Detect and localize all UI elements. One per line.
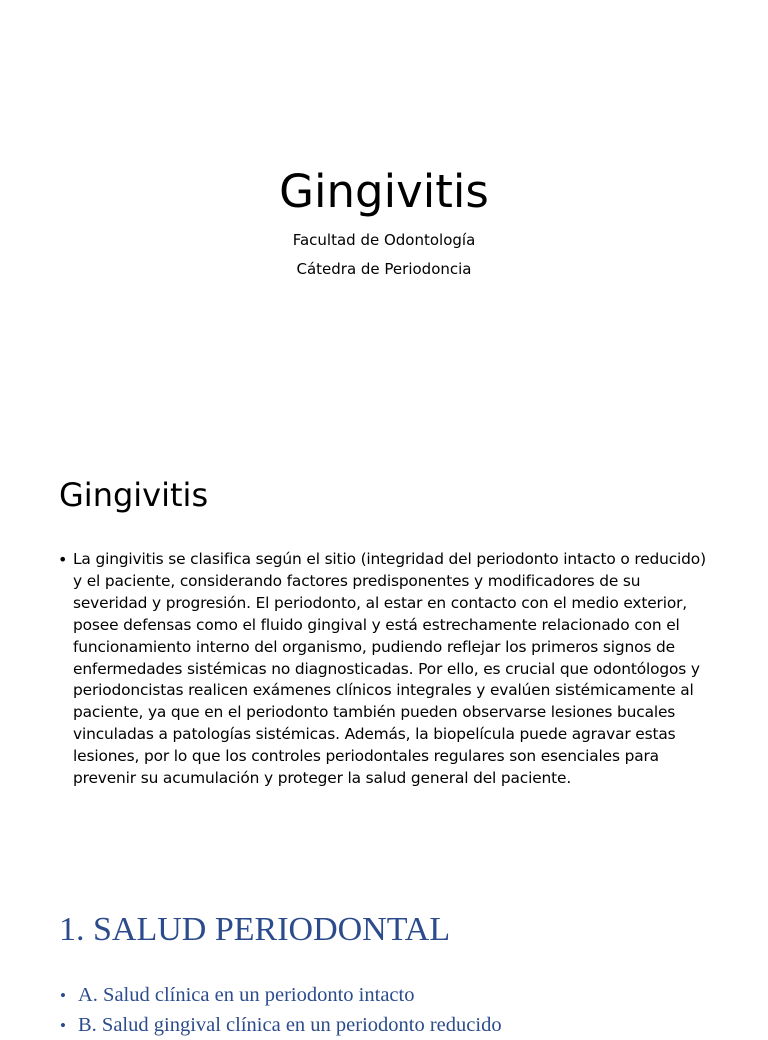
bullet-list: [58, 549, 718, 790]
section-heading: 1. SALUD PERIODONTAL: [59, 911, 451, 948]
list-item: [60, 1011, 502, 1040]
bullet-icon: •: [58, 550, 68, 569]
section-slide: [0, 864, 768, 1036]
content-heading: Gingivitis: [59, 476, 209, 514]
slide-title: Gingivitis: [279, 165, 489, 218]
bullet-paragraph: La gingivitis se clasifica según el sitio (integridad del periodonto intacto o reducido) y el paciente, considerando factores predisponentes y modificadores de su severidad y progresión. El periodonto, al estar en contacto con el medio exterior, posee defensas como el fluido gingival y está estrechamente relacionado con el funcionamiento interno del organismo, pudiendo reflejar los primeros signos de enfermedades sistémicas no diagnosticadas. Por ello, es crucial que odontólogos y periodoncistas realicen exámenes clínicos integrales y evalúen sistémicamente al paciente, ya que en el periodonto también pueden observarse lesiones bucales vinculadas a patologías sistémicas. Además, la biopelícula puede agravar estas lesiones, por lo que los controles periodontales regulares son esenciales para prevenir su acumulación y proteger la salud general del paciente.: [73, 550, 706, 788]
list-item-text: B. Salud gingival clínica en un periodonto reducido: [78, 1014, 502, 1036]
bullet-icon: •: [60, 986, 66, 1005]
list-item-text: A. Salud clínica en un periodonto intacto: [78, 984, 415, 1006]
title-slide: [0, 0, 768, 432]
content-slide: [0, 432, 768, 864]
bullet-icon: •: [60, 1016, 66, 1035]
subtitle-faculty: Facultad de Odontología: [292, 231, 476, 249]
subtitle-department: Cátedra de Periodoncia: [296, 260, 472, 278]
list-item: [60, 981, 414, 1010]
